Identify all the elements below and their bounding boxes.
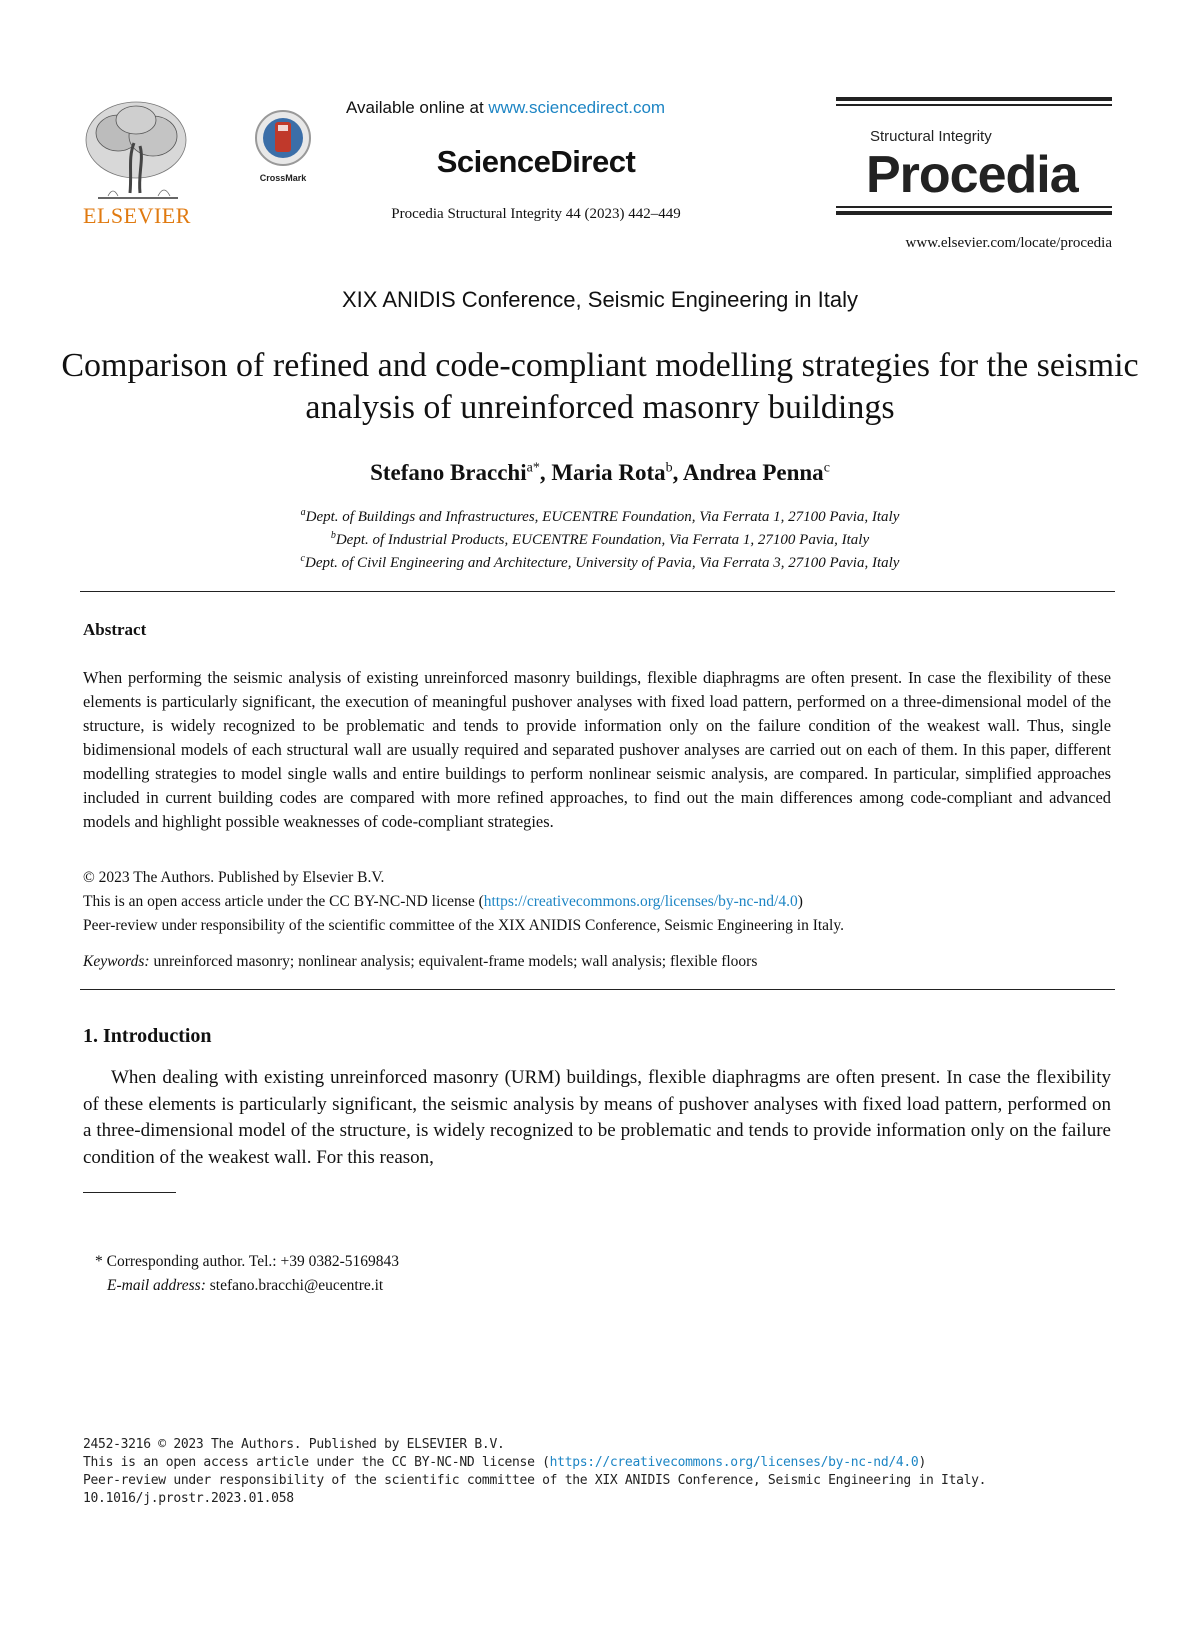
affiliation-sup: c [300,553,305,564]
corresponding-author: * Corresponding author. Tel.: +39 0382-5169843 [95,1253,399,1270]
procedia-rule-bottom [836,211,1112,215]
license-suffix: ) [797,893,803,910]
affiliation-text: Dept. of Industrial Products, EUCENTRE Foundation, Via Ferrata 1, 27100 Pavia, Italy [335,532,870,548]
sciencedirect-wordmark: ScienceDirect [436,144,636,179]
author-sup: c [823,460,830,476]
footer-doi[interactable]: 10.1016/j.prostr.2023.01.058 [83,1491,294,1506]
introduction-heading: 1. Introduction [83,1025,212,1047]
keywords [83,953,757,971]
affiliation-sup: a [300,507,306,518]
elsevier-wordmark: ELSEVIER [83,203,191,228]
abstract-heading: Abstract [83,620,147,639]
paper-title: Comparison of refined and code-compliant modelling strategies for the seismic analysis of unreinforced masonry buildings [61,347,1139,426]
available-online [346,98,665,118]
journal-citation: Procedia Structural Integrity 44 (2023) 442–449 [391,206,681,222]
affiliation-b [0,530,1200,549]
divider-bottom [80,989,1115,990]
conference-name: XIX ANIDIS Conference, Seismic Engineering in Italy [341,287,859,312]
footnote-rule [83,1192,176,1193]
license-prefix: This is an open access article under the CC BY-NC-ND license ( [83,893,484,910]
copyright-line: © 2023 The Authors. Published by Elsevier B.V. [83,869,385,886]
email-line [107,1277,383,1295]
crossmark-icon[interactable] [250,108,316,186]
author-name: Stefano Bracchi [370,460,527,485]
footer-license-prefix: This is an open access article under the CC BY-NC-ND license ( [83,1455,550,1470]
journal-url[interactable]: www.elsevier.com/locate/procedia [905,235,1112,251]
procedia-rule-top [836,97,1112,101]
email-label: E-mail address: [107,1277,206,1294]
author-name: Andrea Penna [682,460,824,485]
procedia-rule-bottom-thin [836,206,1112,208]
author-list: Stefano Bracchi$^{a*}$, Maria Rota$^b$, Andrea Penna$^c$ [370,460,830,485]
license-line [83,893,803,911]
footer-license [83,1455,926,1470]
available-prefix: Available online at [346,98,489,117]
affiliation-text: Dept. of Civil Engineering and Architecture, University of Pavia, Via Ferrata 3, 27100 Pavia, Italy [304,555,900,571]
footer-issn: 2452-3216 © 2023 The Authors. Published by ELSEVIER B.V. [83,1437,505,1452]
author-name: Maria Rota [551,460,666,485]
author-sup: a* [526,460,540,476]
abstract-text: When performing the seismic analysis of existing unreinforced masonry buildings, flexible diaphragms are often present. In case the flexibility of these elements is particularly significant, the execution of meaningful pushover analyses with fixed load pattern, performed on a three-dimensional model of the structure, is widely recognized to be problematic and tends to provide information only on the failure condition of the weakest wall. Thus, single bidimensional models of each structural wall are usually required and separated pushover analyses are carried out on each of them. In this paper, different modelling strategies to model single walls and entire buildings to perform nonlinear seismic analysis, are compared. In particular, simplified approaches included in current building codes are compared with more refined approaches, to find out the main differences among code-compliant and advanced models and highlight possible weaknesses of code-compliant strategies. [83,668,1111,831]
affiliation-sup: b [330,530,336,541]
author-sup: b [665,460,673,476]
keywords-label: Keywords: [83,953,150,970]
email-address[interactable]: stefano.bracchi@eucentre.it [209,1277,384,1294]
sciencedirect-link[interactable]: www.sciencedirect.com [488,98,666,117]
journal-name: Procedia [866,146,1078,204]
peer-review-line: Peer-review under responsibility of the scientific committee of the XIX ANIDIS Conference, Seismic Engineering in Italy. [83,917,844,934]
footer-license-link[interactable]: https://creativecommons.org/licenses/by-nc-nd/4.0 [549,1455,919,1470]
divider-top [80,591,1115,592]
affiliation-text: Dept. of Buildings and Infrastructures, EUCENTRE Foundation, Via Ferrata 1, 27100 Pavia, Italy [305,509,900,525]
introduction-text: When dealing with existing unreinforced masonry (URM) buildings, flexible diaphragms are often present. In case the flexibility of these elements is particularly significant, the seismic analysis by means of pushover analyses with fixed load pattern, performed on a three-dimensional model of the structure, is widely recognized to be problematic and tends to provide information only on the failure condition of the weakest wall. For this reason, [83,1067,1111,1168]
crossmark-label: CrossMark [259,173,307,183]
footer-peer-review: Peer-review under responsibility of the scientific committee of the XIX ANIDIS Conference, Seismic Engineering in Italy. [83,1473,987,1488]
footer-license-suffix: ) [918,1455,926,1470]
affiliation-a [0,507,1200,526]
keywords-text: unreinforced masonry; nonlinear analysis; equivalent-frame models; wall analysis; flexible floors [153,953,758,970]
license-link[interactable]: https://creativecommons.org/licenses/by-nc-nd/4.0 [483,893,798,910]
procedia-rule-top-thin [836,104,1112,106]
affiliation-c [0,553,1200,572]
journal-series: Structural Integrity [870,128,992,145]
